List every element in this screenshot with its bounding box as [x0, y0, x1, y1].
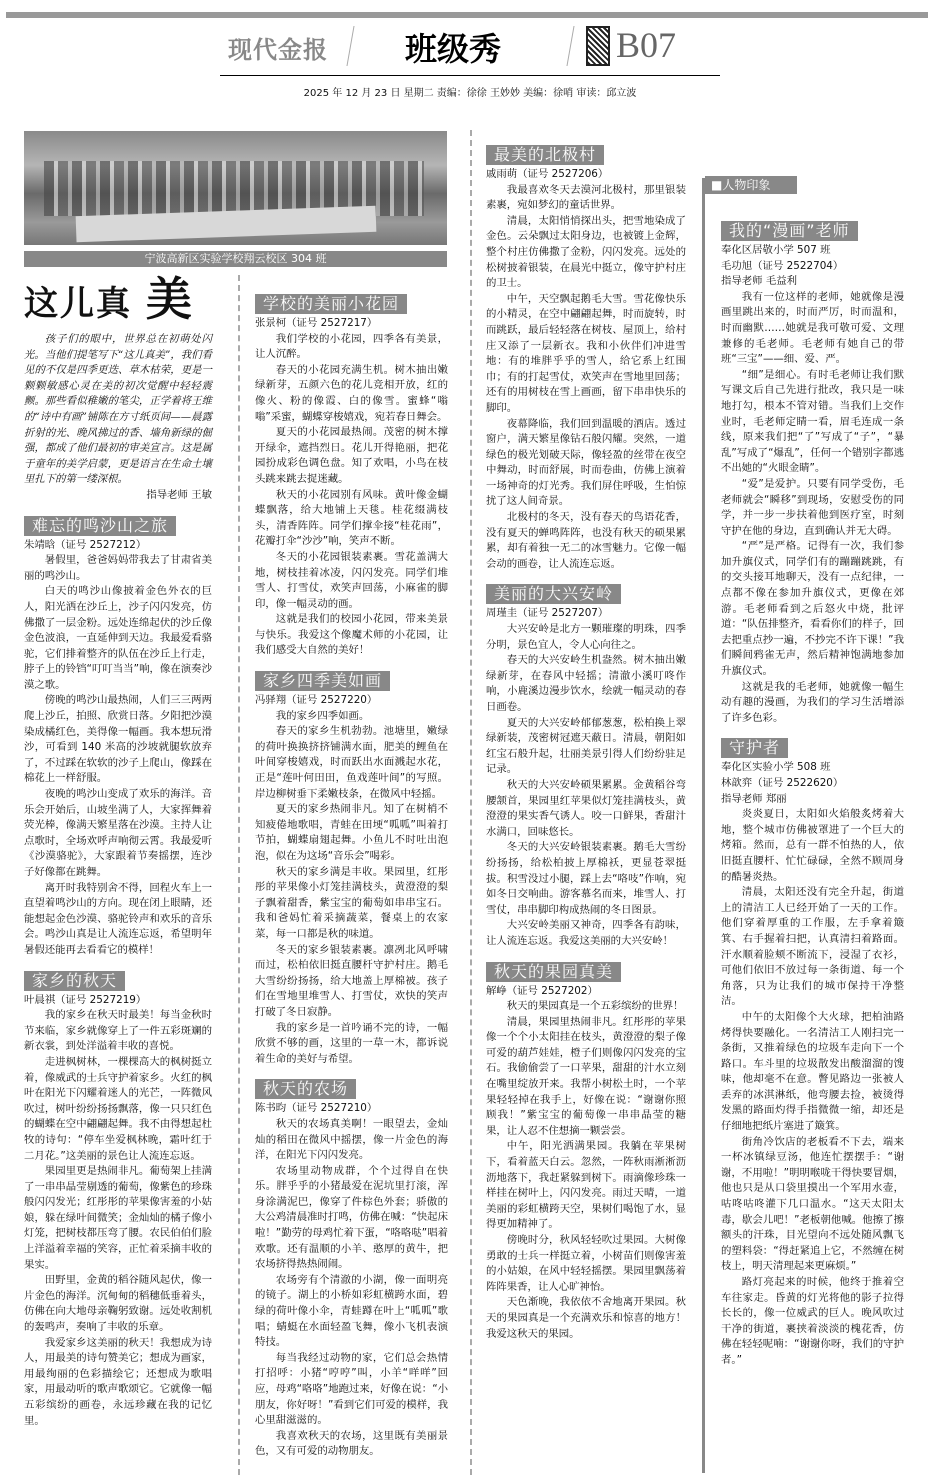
article-author: 陈书昀（证号 2527210） — [255, 1102, 378, 1115]
divider-slash — [566, 26, 574, 66]
article-author: 周瑾圭（证号 2527207） — [486, 607, 609, 620]
article — [486, 572, 686, 949]
article-paragraph: “严”是严格。记得有一次，我们参加升旗仪式，同学们有的蹦蹦跳跳，有的交头接耳地聊天，没有一点纪律，一点都不像在参加升旗仪式，更像在郊游。毛老师看到之后怒火中烧，批评道：“队伍排整齐，看看你们的样子，回去把重点抄一遍，不抄完不许下课！”我们瞬间鸦雀无声，然后精神饱满地参加升旗仪式。 — [721, 540, 904, 678]
article-paragraph: 夜幕降临，我们回到温暖的酒店。透过窗户，满天繁星像钻石般闪耀。突然，一道绿色的极光划破天际，像轻盈的丝带在夜空中舞动，时而舒展，时而卷曲，仿佛上演着一场神奇的灯光秀。我们屏住呼吸，生怕惊扰了这人间奇景。 — [486, 417, 686, 508]
photo-caption: 宁波高新区实验学校翔云校区 304 班 — [24, 251, 447, 267]
article-paragraph: 炎炎夏日，太阳如火焰般炙烤着大地，整个城市仿佛被罩进了一个巨大的烤箱。然而，总有一群不怕热的人，依旧挺直腰杆、忙忙碌碌，全然不顾周身的酷暑炎热。 — [721, 808, 904, 883]
article-author: 解峥（证号 2527202） — [486, 984, 598, 997]
column-tag: ■人物印象 — [705, 176, 797, 194]
article-author: 毛功旭（证号 2522704） — [721, 259, 844, 272]
article-author: 林歆弈（证号 2522620） — [721, 777, 844, 789]
article-paragraph: 春天的小花园充满生机。树木抽出嫩绿新芽，五颜六色的花儿竞相开放，红的像火、粉的像霞、白的像雪。蜜蜂“嗡嗡”采蜜，蝴蝶穿梭嬉戏，宛若春日舞会。 — [255, 363, 448, 423]
article-title: 我的“漫画”老师 — [721, 221, 858, 241]
article-paragraph: 傍晚的鸣沙山最热闹，人们三三两两爬上沙丘，拍照、欣赏日落。夕阳把沙漠染成橘红色，美得像一幅画。我本想玩滑沙，可看到 140 米高的沙坡就腿软放弃了，不过踩在软软的沙子上爬山，像踩在棉花上一样舒服。 — [24, 694, 212, 785]
article-title: 难忘的鸣沙山之旅 — [24, 516, 176, 536]
article-paragraph: 我的家乡是一首吟诵不完的诗，一幅欣赏不够的画，这里的一草一木，都诉说着生命的美好与希望。 — [255, 1021, 448, 1065]
article — [255, 282, 448, 659]
article-title: 秋天的农场 — [255, 1079, 356, 1099]
article-paragraph: 田野里，金黄的稻谷随风起伏，像一片金色的海洋。沉甸甸的稻穗低垂着头，仿佛在向大地母亲鞠躬致谢。远处收割机的轰鸣声，奏响了丰收的乐章。 — [24, 1274, 212, 1334]
article-paragraph: 中午，阳光洒满果园。我躺在苹果树下，看着蓝天白云。忽然，一阵秋雨淅淅沥沥地落下，我赶紧躲到树下。雨滴像珍珠一样挂在树叶上，闪闪发亮。雨过天晴，一道美丽的彩虹横跨天空，果树们喝饱了水，显得更加精神了。 — [486, 1140, 686, 1231]
article-paragraph: 春天的大兴安岭生机盎然。树木抽出嫩绿新芽，在春风中轻摇；清澈小溪叮咚作响，小鹿溪边漫步饮水，绘就一幅灵动的春日画卷。 — [486, 654, 686, 713]
article-paragraph: 夏天的大兴安岭郁郁葱葱，松柏换上翠绿新装，茂密树冠遮天蔽日。清晨，朝阳如红宝石般升起，壮丽美景引得人们纷纷驻足记录。 — [486, 716, 686, 776]
newspaper-brand: 现代金报 — [228, 35, 328, 64]
feature-title-accent: 美 — [145, 272, 194, 326]
article — [486, 133, 686, 572]
article-paragraph: 果园里更是热闹非凡。葡萄架上挂满了一串串晶莹剔透的葡萄，像紫色的珍珠般闪闪发光；红彤彤的苹果像害羞的小姑娘，躲在绿叶间微笑；金灿灿的橘子像小灯笼，把树枝都压弯了腰。农民伯伯们脸上洋溢着幸福的笑容，正忙着采摘丰收的果实。 — [24, 1165, 212, 1271]
article-author: 冯驿翔（证号 2527220） — [255, 694, 378, 707]
article-school: 奉化区实验小学 508 班 — [721, 761, 831, 774]
article-paragraph: 冬天的家乡银装素裹。凛冽北风呼啸而过，松柏依旧挺直腰杆守护村庄。鹅毛大雪纷纷扬扬，给大地盖上厚棉被。孩子们在雪地里堆雪人、打雪仗，欢快的笑声打破了冬日寂静。 — [255, 943, 448, 1018]
article-paragraph: 夏天的家乡热闹非凡。知了在树梢不知疲倦地歌唱，青蛙在田埂“呱呱”叫着打节拍，蝴蝶扇翅起舞。小鱼儿不时吐出泡泡，似在为这场“音乐会”喝彩。 — [255, 803, 448, 862]
article-paragraph: 夏天的小花园最热闹。茂密的树木撑开绿伞，遮挡烈日。花儿开得艳丽，把花园扮成彩色调色盘。知了欢唱，小鸟在枝头跳来跳去捉迷藏。 — [255, 426, 448, 485]
article — [486, 950, 686, 1343]
article-title: 家乡四季美如画 — [255, 671, 390, 691]
article — [24, 959, 212, 1430]
page-number: B07 — [616, 25, 677, 65]
article-paragraph: 这就是我们的校园小花园，带来美景与快乐。我爱这个像魔术师的小花园，让我们感受大自然的美好！ — [255, 613, 448, 657]
article-paragraph: 路灯亮起来的时候，他终于推着空车往家走。昏黄的灯光将他的影子拉得长长的，像一位威武的巨人。晚风吹过干净的街道，裹挟着淡淡的槐花香，仿佛在轻轻呢喃：“谢谢你呀，我们的守护者。” — [721, 1276, 904, 1366]
article-paragraph: 农场旁有个清澈的小湖，像一面明亮的镜子。湖上的小桥如彩虹横跨水面，碧绿的荷叶像小伞，青蛙蹲在叶上“呱呱”歌唱；蜻蜓在水面轻盈飞舞，像小飞机表演特技。 — [255, 1273, 448, 1349]
article-author: 叶晨祺（证号 2527219） — [24, 993, 147, 1006]
column-4 — [721, 209, 904, 1369]
article-paragraph: 秋天的家乡满是丰收。果园里，红彤彤的苹果像小灯笼挂满枝头，黄澄澄的梨子飘着甜香，紫宝宝的葡萄如串串宝石。我和爸妈忙着采摘蔬菜，餐桌上的农家菜，每一口都是秋的味道。 — [255, 865, 448, 940]
article-paragraph: 清晨，太阳悄悄探出头，把雪地染成了金色。云朵飘过太阳身边，也被镀上金辉，整个村庄仿佛撒了金粉，闪闪发亮。远处的松树披着银装，在晨光中挺立，像守护村庄的卫士。 — [486, 214, 686, 290]
article — [721, 726, 904, 1368]
article-paragraph: 北极村的冬天，没有春天的鸟语花香，没有夏天的蝉鸣阵阵，也没有秋天的硕果累累，却有着独一无二的冰雪魅力。它像一幅会动的画卷，让人流连忘返。 — [486, 511, 686, 570]
article-title: 守护者 — [721, 738, 788, 758]
article-teacher: 指导老师 郑丽 — [721, 792, 787, 805]
article-paragraph: 这就是我的毛老师，她就像一幅生动有趣的漫画，为我们的学习生活增添了许多色彩。 — [721, 680, 904, 724]
article-author: 朱靖晗（证号 2527212） — [24, 538, 147, 551]
feature-title — [24, 272, 212, 326]
feature-intro: 孩子们的眼中，世界总在初萌处闪光。当他们提笔写下“这儿真美”，我们看见的不仅是四季更迭、草木枯荣，更是一颗颗敏感心灵在美的初次觉醒中轻轻震颤。那些看似稚嫩的笔尖，正学着将王维的“诗中有画”铺陈在方寸纸页间——晨露折射的光、晚风拂过的香、墙角新绿的倔强，都成了他们最初的审美宣言。这是属于童年的美学启蒙，更是语言在生命土壤里扎下的第一缕深根。 — [24, 333, 212, 486]
article-title: 家乡的秋天 — [24, 971, 125, 991]
article-paragraph: 清晨，太阳还没有完全升起，街道上的清洁工人已经开始了一天的工作。他们穿着厚重的工作服，左手拿着簸箕、右手握着扫把，认真清扫着路面。汗水顺着脸颊不断流下，浸湿了衣衫，可他们依旧不放过每一条街道、每一个角落，只为让我们的城市保持干净整洁。 — [721, 886, 904, 1008]
article-paragraph: 秋天的小花园别有风味。黄叶像金蝴蝶飘落，给大地铺上天毯。桂花缀满枝头，清香阵阵。同学们撑伞接“桂花雨”，花瓣打伞“沙沙”响，笑声不断。 — [255, 488, 448, 548]
article — [24, 504, 212, 959]
top-rule — [6, 12, 928, 18]
masthead-rule — [220, 75, 720, 76]
article-paragraph: 夜晚的鸣沙山变成了欢乐的海洋。音乐会开始后，山坡坐满了人，大家挥舞着荧光棒，像满天繁星落在沙漠。主持人让点歌时，全场欢呼声响彻云霄。我最爱听《沙漠骆驼》，大家跟着节奏摇摆，连沙子好像都在跳舞。 — [24, 788, 212, 878]
article-paragraph: 我们学校的小花园，四季各有美景，让人沉醉。 — [255, 332, 448, 361]
article-paragraph: 白天的鸣沙山像披着金色外衣的巨人，阳光洒在沙丘上，沙子闪闪发亮，仿佛撒了一层金粉。远处连绵起伏的沙丘像金色波浪，一直延伸到天边。我最爱看骆驼，它们排着整齐的队伍在沙丘上行走，脖子上的铃铛“叮叮当当”响，像在演奏沙漠之歌。 — [24, 585, 212, 691]
article-paragraph: 秋天的果园真是一个五彩缤纷的世界！ — [506, 1000, 684, 1013]
column-2 — [255, 282, 448, 1460]
article-title: 学校的美丽小花园 — [255, 294, 407, 314]
article-author: 张景柯（证号 2527217） — [255, 317, 378, 329]
article-paragraph: 清晨，果园里热闹非凡。红彤彤的苹果像一个个小太阳挂在枝头，黄澄澄的梨子像可爱的葫芦娃娃，橙子们则像闪闪发亮的宝石。我偷偷尝了一口苹果，甜甜的汁水立刻在嘴里绽放开来。我帮小树松土时，一个苹果轻轻掉在我手上，好像在说：“谢谢你照顾我！”紫宝宝的葡萄像一串串晶莹的糖果，让人忍不住想摘一颗尝尝。 — [486, 1015, 686, 1137]
article-title: 秋天的果园真美 — [486, 962, 621, 982]
article-paragraph: 大兴安岭是北方一颗璀璨的明珠，四季分明，景色宜人，令人心向往之。 — [486, 623, 686, 651]
article-paragraph: 街角冷饮店的老板看不下去，端来一杯冰镇绿豆汤，他连忙摆摆手：“谢谢，不用啦！”明明喉咙干得快要冒烟，他也只是从口袋里摸出一个军用水壶，咕咚咕咚灌下几口温水。“这天太阳太毒，歇会儿吧！”老板朝他喊。他擦了擦额头的汗珠，目光望向不远处随风飘飞的塑料袋：“得赶紧追上它，不然缠在树枝上，明天清理起来更麻烦。” — [721, 1135, 904, 1273]
article-paragraph: 暑假里，爸爸妈妈带我去了甘肃省美丽的鸣沙山。 — [24, 554, 212, 582]
article-paragraph: 中午的太阳像个大火球，把柏油路烤得快要融化。一名清洁工人刚扫完一条街，又推着绿色的垃圾车走向下一个路口。车斗里的垃圾散发出酸溜溜的馊味，他却毫不在意。瞥见路边一张被人丢弃的冰淇淋纸，他弯腰去捡，被烫得发黑的路面灼得手指微微一缩，却还是仔细地把纸片塞进了簸箕。 — [721, 1010, 904, 1133]
article-paragraph: 我的家乡在秋天时最美！每当金秋时节来临，家乡就像穿上了一件五彩斑斓的新衣裳，到处洋溢着丰收的喜悦。 — [24, 1009, 212, 1053]
article-paragraph: 大兴安岭美丽又神奇，四季各有韵味，让人流连忘返。我爱这美丽的大兴安岭！ — [486, 919, 686, 947]
divider-slash — [346, 26, 354, 66]
article-paragraph: “爱”是爱护。只要有同学受伤，毛老师就会“瞬移”到现场，安慰受伤的同学，并一步一步扶着他到医疗室，时刻守护在他的身边，直到确认并无大碍。 — [721, 477, 904, 537]
column-1 — [24, 272, 212, 1429]
column-divider — [238, 275, 240, 1475]
article-paragraph: 中午，天空飘起鹅毛大雪。雪花像快乐的小精灵，在空中翩翩起舞，时而旋转，时而跳跃，最后轻轻落在树枝、屋顶上，给村庄又添了一层新衣。我和小伙伴们冲进雪地：有的堆胖乎乎的雪人，给它系上红围巾；有的打起雪仗，欢笑声在雪地里回荡；还有的用树枝在雪上画画，留下串串快乐的脚印。 — [486, 292, 686, 414]
section-title: 班级秀 — [405, 30, 502, 68]
article-paragraph: 走进枫树林，一棵棵高大的枫树挺立着，像威武的士兵守护着家乡。火红的枫叶在阳光下闪耀着迷人的光芒，一阵微风吹过，树叶纷纷扬扬飘落，像一只只红色的蝴蝶在空中翩翩起舞。我不由得想起杜牧的诗句：“停车坐爱枫林晚，霜叶红于二月花。”这美丽的景色让人流连忘返。 — [24, 1055, 212, 1162]
article-paragraph: 每当我经过动物的家，它们总会热情打招呼：小猪“哼哼”叫，小羊“咩咩”回应，母鸡“咯咯”地跑过来，好像在说：“小朋友，你好呀！”看到它们可爱的模样，我心里甜滋滋的。 — [255, 1351, 448, 1427]
article-paragraph: 傍晚时分，秋风轻轻吹过果园。大树像勇敢的士兵一样挺立着，小树苗们则像害羞的小姑娘，在风中轻轻摇摆。果园里飘荡着阵阵果香，让人心旷神怡。 — [486, 1234, 686, 1293]
article-title: 美丽的大兴安岭 — [486, 584, 621, 604]
article-paragraph: 冬天的小花园银装素裹。雪花盖满大地，树枝挂着冰凌，闪闪发亮。同学们堆雪人、打雪仗，欢笑声回荡，小麻雀的脚印，像一幅灵动的画。 — [255, 550, 448, 610]
article-paragraph: 离开时我特别舍不得，回程火车上一直望着鸣沙山的方向。现在闭上眼睛，还能想起金色沙漠、骆驼铃声和欢乐的音乐会。鸣沙山真是让人流连忘返，希望明年暑假还能再去看看它的模样！ — [24, 881, 212, 956]
article-author: 戚雨萌（证号 2527206） — [486, 168, 609, 180]
column-3 — [486, 133, 686, 1342]
article — [721, 209, 904, 726]
article-paragraph: 天色渐晚，我依依不舍地离开果园。秋天的果园真是一个充满欢乐和惊喜的地方！我爱这秋天的果园。 — [486, 1296, 686, 1340]
article — [255, 659, 448, 1067]
article-paragraph: “细”是细心。有时毛老师让我们默写课文后自己先进行批改，我只是一味地打勾，根本不管对错。当我们上交作业时，毛老师定睛一看，眉毛连成一条线，原来我们把“了”写成了“子”，“暴乱”写成了“爆乱”，任何一个错别字都逃不出她的“火眼金睛”。 — [721, 368, 904, 475]
article-paragraph: 秋天的大兴安岭硕果累累。金黄稻谷弯腰颔首，果园里红苹果似灯笼挂满枝头，黄澄澄的果实香气诱人。咬一口鲜果，香甜汁水满口，回味悠长。 — [486, 778, 686, 838]
article-paragraph: 冬天的大兴安岭银装素裹。鹅毛大雪纷纷扬扬，给松柏披上厚棉袄，更显苍翠挺拔。积雪没过小腿，踩上去“咯吱”作响，宛如冬日交响曲。游客慕名而来，堆雪人、打雪仗，串串脚印构成热闹的冬日图景。 — [486, 841, 686, 916]
column-divider — [470, 130, 472, 1475]
article-paragraph: 我最喜欢冬天去漠河北极村，那里银装素裹，宛如梦幻的童话世界。 — [486, 183, 686, 212]
article-school: 奉化区居敬小学 507 班 — [721, 244, 831, 256]
article-paragraph: 我喜欢秋天的农场，这里既有美丽景色，又有可爱的动物朋友。 — [255, 1429, 448, 1458]
article-paragraph: 秋天的农场真美啊！一眼望去，金灿灿的稻田在微风中摇摆，像一片金色的海洋，在阳光下闪闪发亮。 — [255, 1117, 448, 1162]
article-teacher: 指导老师 毛益利 — [721, 275, 798, 288]
class-photo — [24, 131, 447, 245]
dateline: 2025 年 12 月 23 日 星期二 责编：徐徐 王妙妙 美编：徐哨 审读：邱立波 — [303, 88, 637, 99]
article-paragraph: 春天的家乡生机勃勃。池塘里，嫩绿的荷叶换换挤挤铺满水面，肥美的鲤鱼在叶间穿梭嬉戏，时而跃出水面溅起水花，正是“莲叶何田田，鱼戏莲叶间”的写照。岸边柳树垂下柔嫩枝条，在微风中轻摇。 — [255, 725, 448, 800]
article-paragraph: 我爱家乡这美丽的秋天！我想成为诗人，用最美的诗句赞美它；想成为画家，用最绚丽的色彩描绘它；还想成为歌唱家，用最动听的歌声歌颂它。它就像一幅五彩缤纷的画卷，永远珍藏在我的记忆里。 — [24, 1336, 212, 1427]
column-divider — [702, 178, 705, 1473]
feature-teacher: 指导老师 王敏 — [146, 488, 212, 501]
article-paragraph: 农场里动物成群，个个过得自在快乐。胖乎乎的小猪最爱在泥坑里打滚，浑身涂满泥巴，像穿了件棕色外套；骄傲的大公鸡清晨准时打鸣，仿佛在喊：“快起床啦！”勤劳的母鸡忙着下蛋，“咯咯哒”唱着欢歌。还有温顺的小羊、憨厚的黄牛，把农场挤得热热闹闹。 — [255, 1164, 448, 1271]
article-paragraph: 我的家乡四季如画。 — [275, 709, 370, 722]
article-paragraph: 我有一位这样的老师，她就像是漫画里跳出来的，时而严厉，时而温和，时而幽默……她就是我可敬可爱、文理兼修的毛老师。毛老师有她自己的带班“三宝”——细、爱、严。 — [721, 290, 904, 366]
masthead — [220, 20, 720, 76]
article — [255, 1067, 448, 1460]
feature-title-main: 这儿真 — [24, 284, 132, 324]
qr-code-icon — [586, 26, 610, 66]
article-title: 最美的北极村 — [486, 145, 604, 165]
